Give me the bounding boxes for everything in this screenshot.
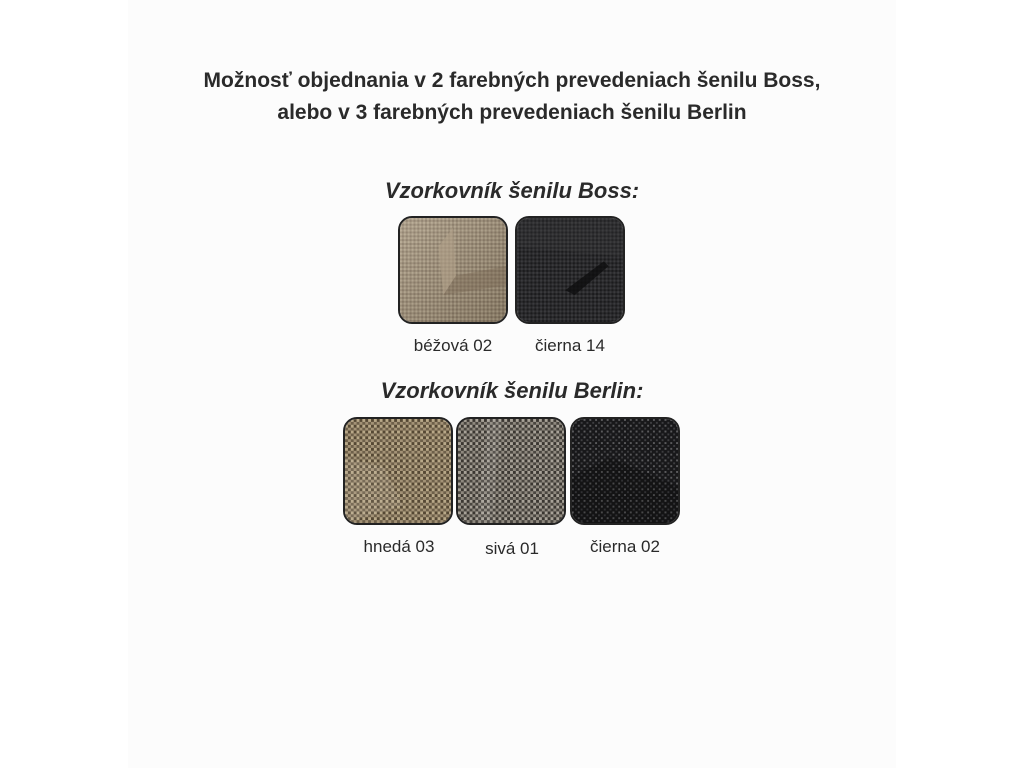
swatch-boss-black	[515, 216, 625, 324]
swatch-label-berlin-brown: hnedá 03	[363, 537, 435, 556]
swatch-label-berlin-grey: sivá 01	[485, 539, 539, 558]
swatch-boss-beige	[398, 216, 508, 324]
page-title-line1: Možnosť objednania v 2 farebných prevedeniach šenilu Boss,	[203, 69, 821, 92]
page-title-line2: alebo v 3 farebných prevedeniach šenilu Berlin	[277, 101, 747, 124]
swatch-label-berlin-black: čierna 02	[590, 537, 660, 556]
boss-heading: Vzorkovník šenilu Boss:	[384, 178, 640, 203]
swatch-berlin-black	[570, 417, 680, 525]
berlin-heading: Vzorkovník šenilu Berlin:	[380, 378, 644, 403]
swatch-berlin-grey	[456, 417, 566, 525]
swatch-berlin-brown	[343, 417, 453, 525]
swatch-label-boss-black: čierna 14	[535, 336, 605, 355]
swatch-label-boss-beige: béžová 02	[413, 336, 493, 355]
